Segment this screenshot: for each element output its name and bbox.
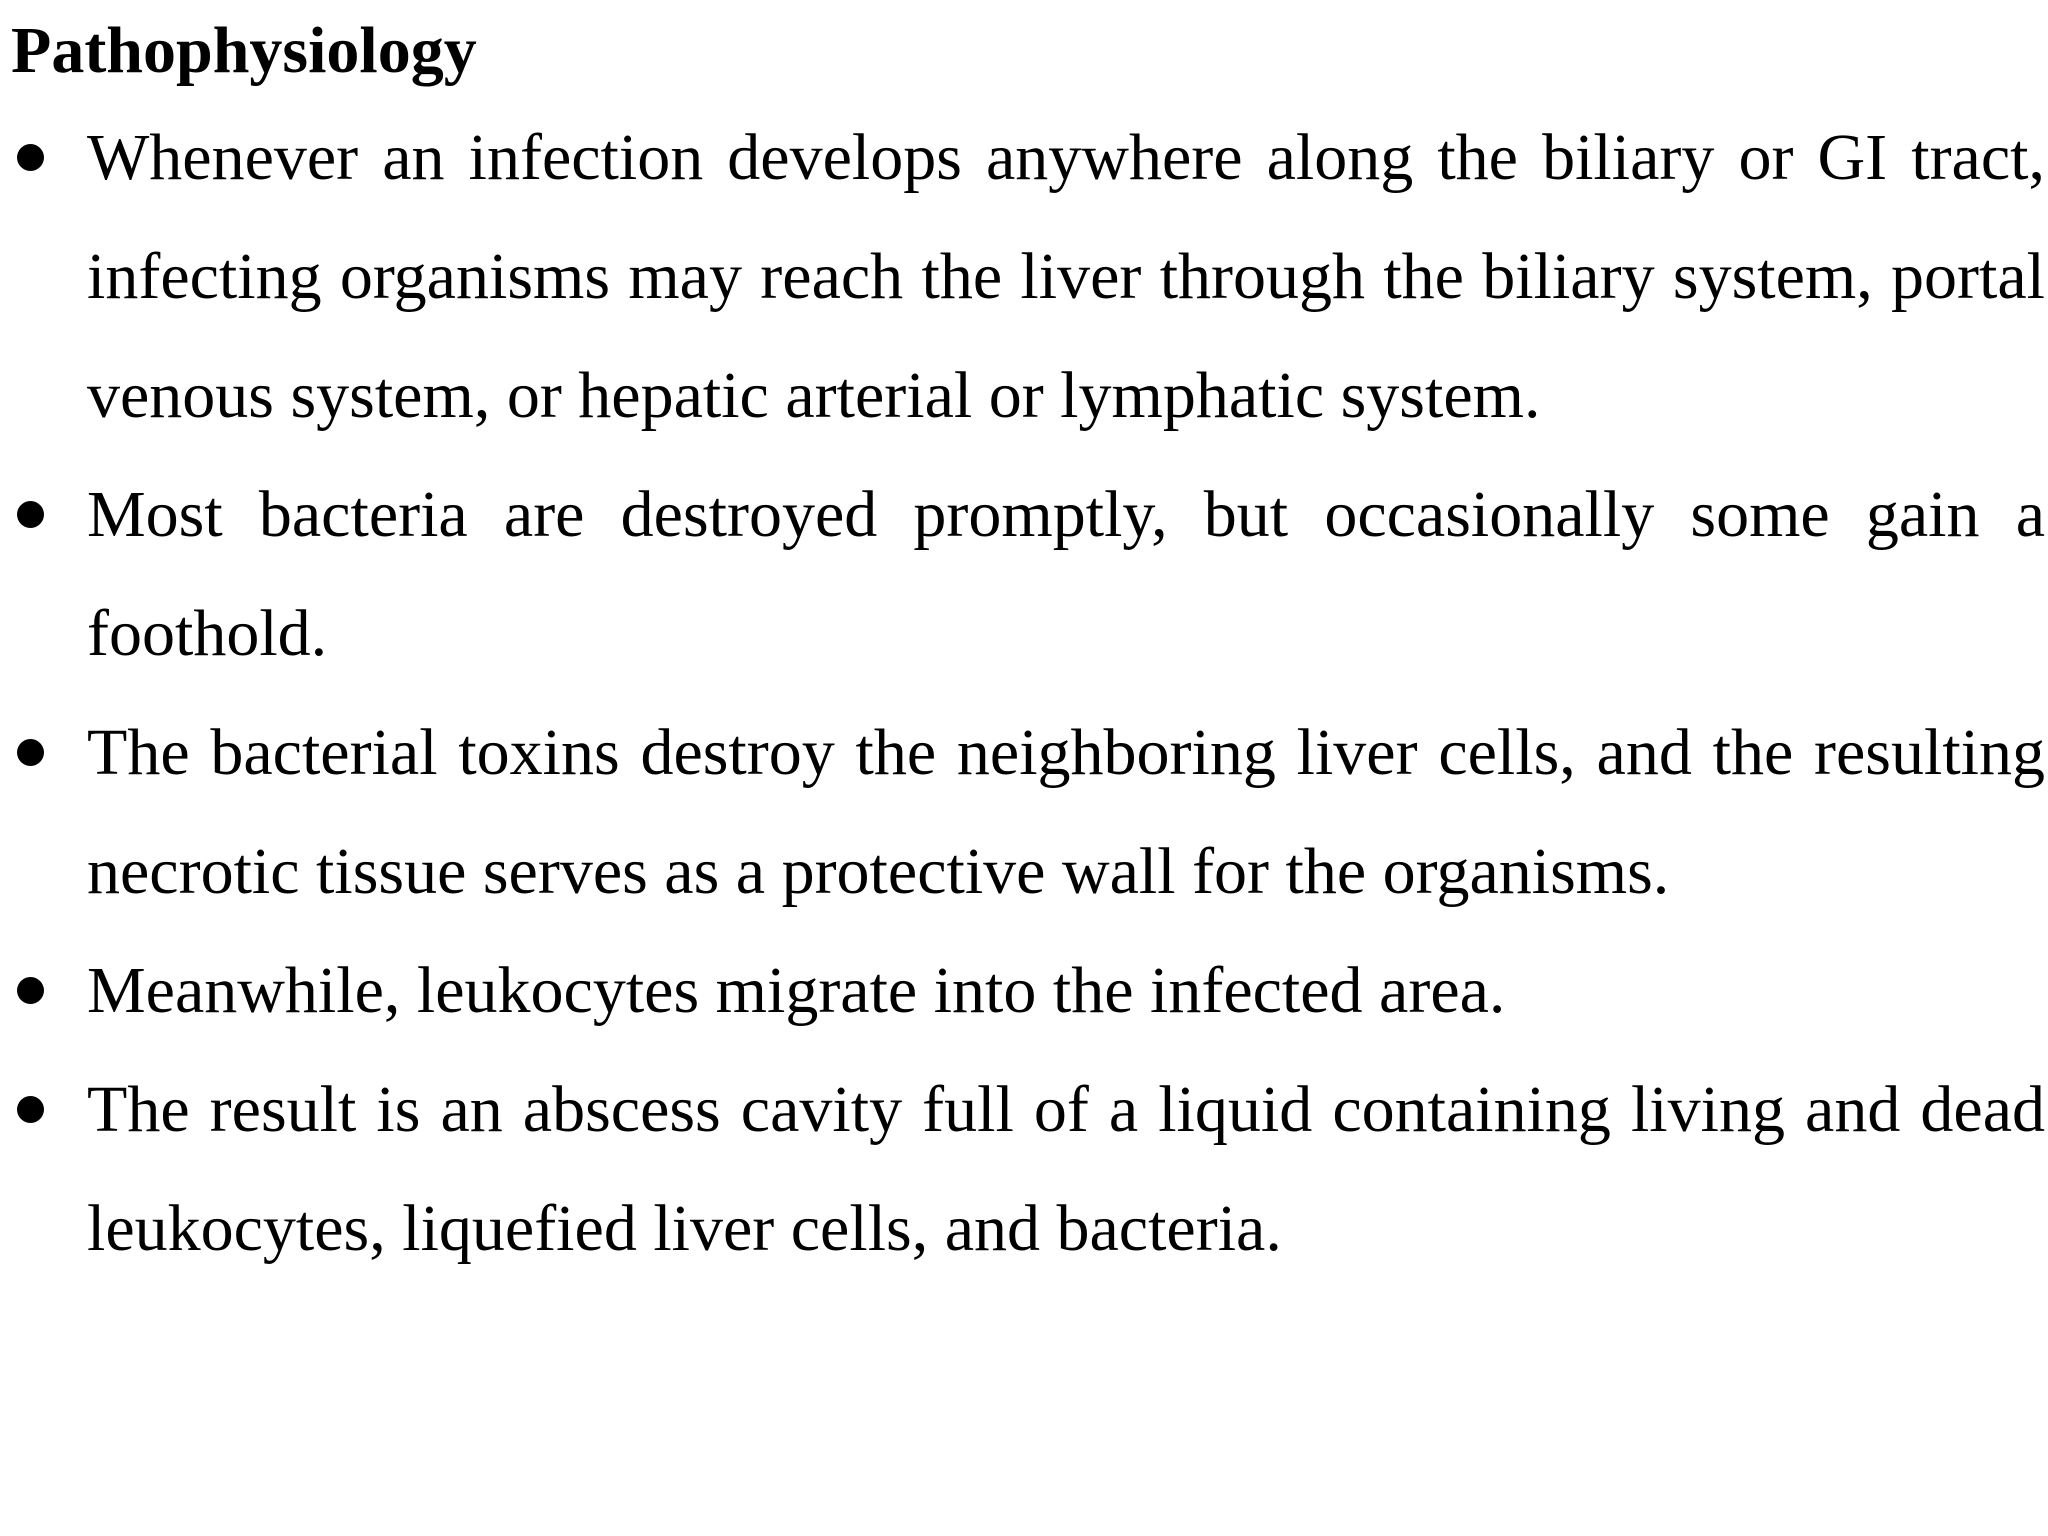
bullet-text: The result is an abscess cavity full of a liquid containing living and dead leukocytes, liquefied liver cells, and bacteria. [87, 1073, 2045, 1265]
bullet-icon [11, 931, 87, 1050]
list-item [11, 931, 2045, 1050]
bullet-text: The bacterial toxins destroy the neighboring liver cells, and the resulting necrotic tissue serves as a protective wall for the organisms. [87, 716, 2045, 908]
list-item [11, 98, 2045, 455]
bullet-text: Most bacteria are destroyed promptly, but occasionally some gain a foothold. [87, 478, 2045, 670]
bullet-list [11, 98, 2045, 1288]
list-item [11, 693, 2045, 931]
bullet-text: Meanwhile, leukocytes migrate into the infected area. [87, 954, 1506, 1027]
bullet-text: Whenever an infection develops anywhere along the biliary or GI tract, infecting organisms may reach the liver through the biliary system, portal venous system, or hepatic arterial or lymphatic system. [87, 121, 2045, 432]
list-item [11, 1050, 2045, 1288]
bullet-icon [11, 1050, 87, 1169]
bullet-icon [11, 455, 87, 574]
bullet-icon [11, 98, 87, 217]
list-item [11, 455, 2045, 693]
bullet-icon [11, 693, 87, 812]
section-heading: Pathophysiology [11, 14, 477, 87]
